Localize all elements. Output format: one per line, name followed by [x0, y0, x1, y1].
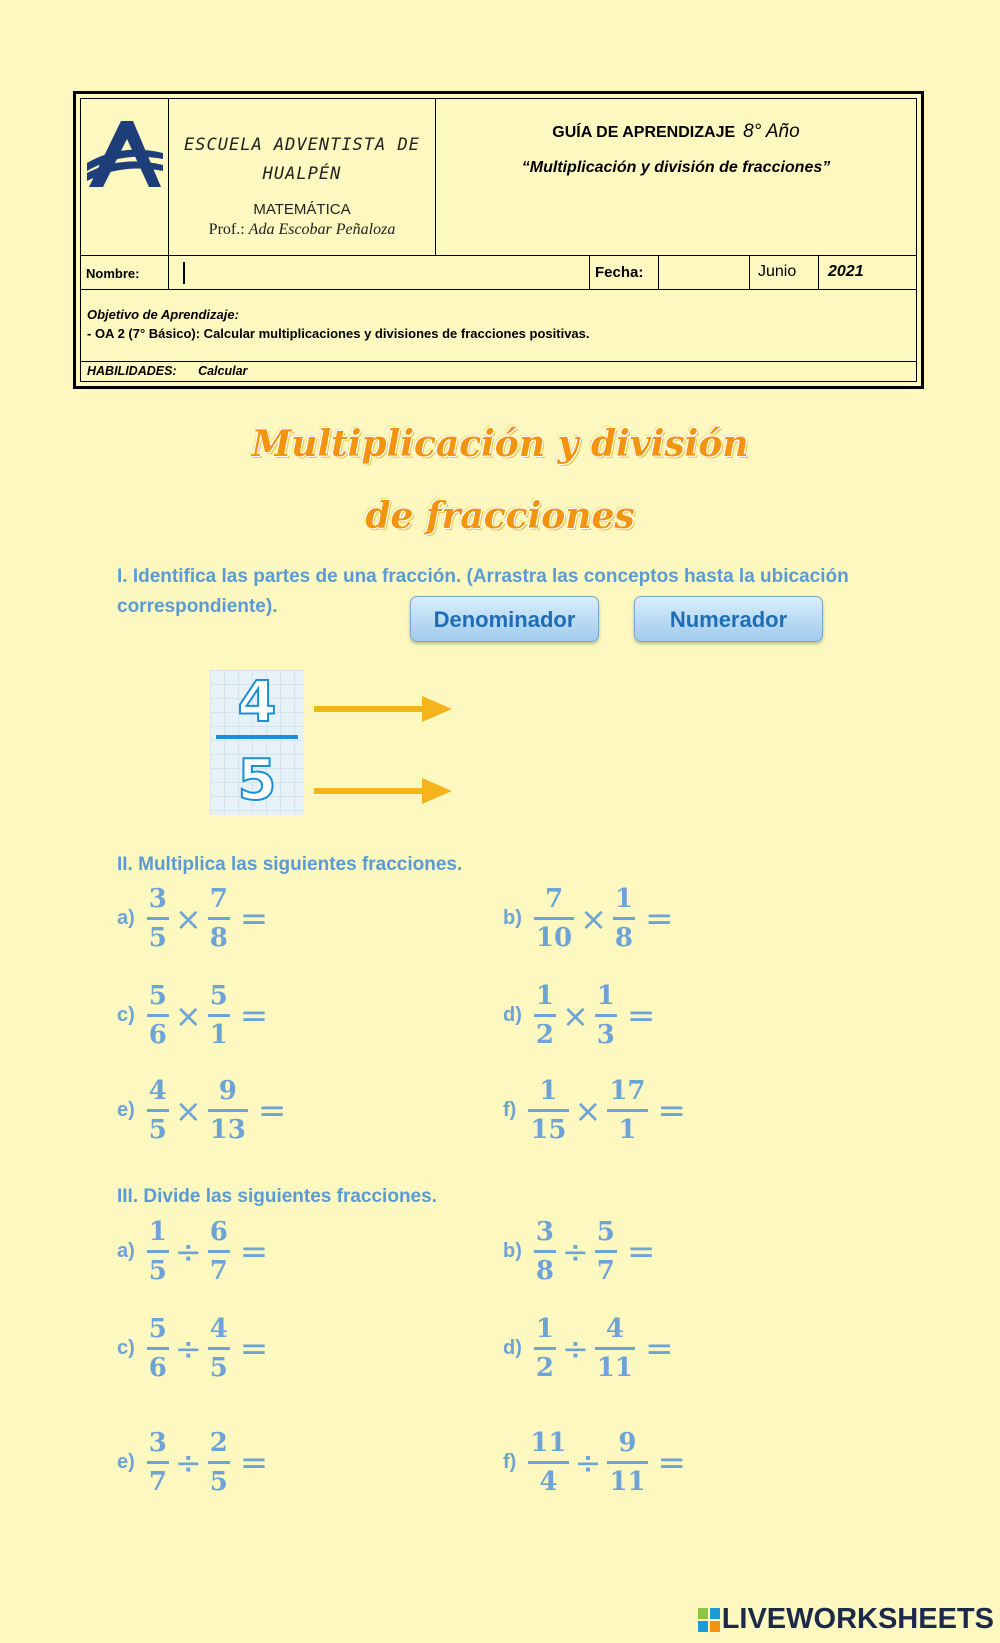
fraction: [208, 884, 230, 953]
school-logo-icon: [81, 99, 169, 256]
denominator: 7: [596, 1256, 615, 1286]
numerator: 3: [535, 1217, 554, 1247]
fraction: [607, 1428, 647, 1497]
fraction-bar: [208, 1250, 230, 1253]
denominator: 1: [209, 1020, 228, 1050]
fraction-bar: [208, 1461, 230, 1464]
mult-exercise: [503, 981, 783, 1050]
school-info: [169, 99, 436, 256]
mult-exercise: [117, 1076, 414, 1145]
exercise-label: d): [503, 1337, 522, 1359]
exercise-label: d): [503, 1004, 522, 1026]
header-table: [73, 91, 924, 389]
title-line-2: de fracciones: [365, 495, 635, 537]
mult-exercise: [503, 884, 801, 953]
section2-heading: II. Multiplica las siguientes fracciones.: [117, 854, 463, 875]
equals-sign: =: [239, 1231, 269, 1272]
denominator: 5: [209, 1353, 228, 1383]
fraction: [147, 884, 169, 953]
numerator: 1: [148, 1217, 167, 1247]
denominator: 11: [609, 1467, 646, 1497]
fraction: [534, 1217, 556, 1286]
fraction-bar: [595, 1347, 635, 1350]
fraction-bar: [147, 1109, 169, 1112]
numerator: 7: [544, 884, 564, 914]
numerator: 2: [209, 1428, 228, 1458]
fraction-bar: [528, 1109, 568, 1112]
numerator: 5: [209, 981, 228, 1011]
teacher-name: Ada Escobar Peñaloza: [248, 221, 396, 238]
guide-title-text: GUÍA DE APRENDIZAJE: [552, 124, 736, 141]
denominator: 2: [535, 1020, 554, 1050]
exercise-label: e): [117, 1451, 135, 1473]
numerator: 4: [605, 1314, 624, 1344]
operator-sign: ×: [574, 1091, 602, 1130]
exercise-label: f): [503, 1451, 517, 1473]
answer-input[interactable]: [694, 1091, 814, 1131]
fraction-bar: [613, 917, 635, 920]
numerator: 1: [596, 981, 615, 1011]
numerator: 9: [218, 1076, 237, 1106]
fraction: [147, 981, 169, 1050]
denominator: 5: [209, 1467, 228, 1497]
denominator: 11: [596, 1353, 633, 1383]
operator-sign: ×: [174, 996, 202, 1035]
liveworksheets-logo-icon: [698, 1608, 720, 1632]
fraction-bar: [534, 1250, 556, 1253]
denominator: 4: [539, 1467, 558, 1497]
fraction-image: [210, 670, 304, 815]
fraction: [147, 1076, 169, 1145]
guide-info: [436, 99, 916, 256]
answer-input[interactable]: [294, 1091, 414, 1131]
fraction: [613, 884, 635, 953]
numerator: 3: [148, 1428, 167, 1458]
fraction: [147, 1428, 169, 1497]
equals-sign: =: [239, 1328, 269, 1369]
fraction: [208, 1314, 230, 1383]
denominator: 6: [148, 1020, 167, 1050]
mult-exercise: [117, 981, 396, 1050]
fraction-bar: [208, 1347, 230, 1350]
denominator: 5: [148, 1115, 167, 1145]
fraction-bar: [147, 1014, 169, 1017]
div-exercise: [117, 1314, 396, 1383]
subject: MATEMÁTICA: [253, 201, 351, 218]
arrow-icon-numerator: [314, 694, 454, 724]
fecha-input[interactable]: [659, 256, 750, 290]
title-line-1: Multiplicación y división: [251, 423, 749, 465]
fraction: [534, 1314, 556, 1383]
exercise-label: f): [503, 1099, 517, 1121]
year: 2021: [828, 263, 864, 280]
fraction: [528, 1428, 568, 1497]
fraction-bar: [534, 917, 574, 920]
denominator: 8: [209, 923, 228, 953]
denominator: 5: [148, 1256, 167, 1286]
answer-input[interactable]: [276, 1443, 396, 1483]
fraction-bar: [208, 1109, 248, 1112]
equals-sign: =: [239, 995, 269, 1036]
div-exercise: [503, 1428, 814, 1497]
fraction-bar: [595, 1250, 617, 1253]
answer-input[interactable]: [694, 1443, 814, 1483]
numerator: 17: [609, 1076, 646, 1106]
operator-sign: ÷: [174, 1232, 202, 1271]
answer-input[interactable]: [663, 996, 783, 1036]
fraction: [534, 884, 574, 953]
objective-text: - OA 2 (7° Básico): Calcular multiplicaciones y divisiones de fracciones positivas.: [87, 326, 590, 341]
numerator: 7: [209, 884, 228, 914]
denominator: 5: [148, 923, 167, 953]
objective: [81, 290, 916, 362]
section1-heading-line2: correspondiente).: [117, 596, 278, 617]
equals-sign: =: [626, 1231, 656, 1272]
section3-heading: III. Divide las siguientes fracciones.: [117, 1186, 437, 1207]
fraction-image-bar: [216, 735, 298, 739]
fraction-bar: [534, 1347, 556, 1350]
skills-value: Calcular: [198, 364, 248, 378]
footer-brand: [698, 1603, 994, 1636]
student-row: [81, 256, 916, 290]
skills-label: HABILIDADES:: [87, 364, 177, 378]
text-cursor: [183, 262, 185, 284]
fraction-bar: [147, 1461, 169, 1464]
exercise-label: a): [117, 907, 135, 929]
equals-sign: =: [239, 1442, 269, 1483]
denominator: 7: [209, 1256, 228, 1286]
school-name: ESCUELA ADVENTISTA DE HUALPÉN: [184, 135, 420, 184]
fraction-bar: [534, 1014, 556, 1017]
exercise-label: c): [117, 1337, 135, 1359]
fraction-bar: [208, 917, 230, 920]
fraction: [534, 981, 556, 1050]
numerator: 4: [209, 1314, 228, 1344]
numerator: 4: [148, 1076, 167, 1106]
operator-sign: ÷: [561, 1329, 589, 1368]
fraction: [147, 1217, 169, 1286]
answer-input[interactable]: [276, 1329, 396, 1369]
fraction: [607, 1076, 647, 1145]
equals-sign: =: [657, 1442, 687, 1483]
numerator: 1: [539, 1076, 558, 1106]
objective-label: Objetivo de Aprendizaje:: [87, 307, 239, 322]
numerator: 9: [618, 1428, 637, 1458]
month: Junio: [750, 256, 819, 290]
denominator: 10: [535, 923, 573, 953]
div-exercise: [117, 1217, 396, 1286]
exercise-label: e): [117, 1099, 135, 1121]
fraction: [208, 1076, 248, 1145]
section1-heading-line1: I. Identifica las partes de una fracción. (Arrastra las conceptos hasta la ubicación: [117, 566, 849, 587]
exercise-label: b): [503, 907, 522, 929]
school-logo: [81, 99, 169, 256]
fraction-bar: [147, 917, 169, 920]
fraction-image-numerator: 4: [237, 670, 277, 735]
chip-denominador[interactable]: Denominador: [410, 596, 599, 642]
denominator: 8: [614, 923, 633, 953]
operator-sign: ×: [174, 899, 202, 938]
fraction: [147, 1314, 169, 1383]
numerator: 1: [535, 981, 554, 1011]
denominator: 7: [148, 1467, 167, 1497]
chip-numerador[interactable]: Numerador: [634, 596, 823, 642]
fraction: [595, 1217, 617, 1286]
denominator: 8: [535, 1256, 554, 1286]
fraction-image-denominator: 5: [237, 748, 277, 813]
operator-sign: ×: [561, 996, 589, 1035]
operator-sign: ÷: [561, 1232, 589, 1271]
operator-sign: ÷: [174, 1443, 202, 1482]
nombre-input[interactable]: [169, 256, 590, 290]
operator-sign: ×: [580, 899, 607, 938]
div-exercise: [503, 1314, 801, 1383]
answer-input[interactable]: [276, 1232, 396, 1272]
footer-brand-text: LIVEWORKSHEETS: [721, 1603, 994, 1635]
fraction-bar: [147, 1250, 169, 1253]
numerator: 5: [596, 1217, 615, 1247]
fraction: [595, 981, 617, 1050]
drop-zone-denominator[interactable]: [460, 770, 680, 814]
denominator: 13: [209, 1115, 246, 1145]
equals-sign: =: [626, 995, 656, 1036]
equals-sign: =: [239, 898, 269, 939]
numerator: 1: [535, 1314, 554, 1344]
equals-sign: =: [644, 898, 674, 939]
denominator: 6: [148, 1353, 167, 1383]
teacher: [169, 221, 435, 239]
operator-sign: ÷: [574, 1443, 602, 1482]
fraction-bar: [595, 1014, 617, 1017]
numerator: 5: [148, 1314, 167, 1344]
div-exercise: [117, 1428, 396, 1497]
fraction: [528, 1076, 568, 1145]
denominator: 1: [618, 1115, 637, 1145]
skills: [81, 362, 916, 381]
fraction-bar: [607, 1109, 647, 1112]
guide-title: [436, 121, 916, 143]
exercise-label: c): [117, 1004, 135, 1026]
equals-sign: =: [657, 1090, 687, 1131]
operator-sign: ×: [174, 1091, 202, 1130]
mult-exercise: [503, 1076, 814, 1145]
fraction-bar: [607, 1461, 647, 1464]
equals-sign: =: [644, 1328, 674, 1369]
answer-input[interactable]: [663, 1232, 783, 1272]
arrow-icon-denominator: [314, 776, 454, 806]
fraction: [595, 1314, 635, 1383]
fecha-label: Fecha:: [590, 256, 659, 290]
denominator: 15: [530, 1115, 567, 1145]
fraction: [208, 1428, 230, 1497]
answer-input[interactable]: [681, 1329, 801, 1369]
grade: 8° Año: [743, 121, 800, 142]
mult-exercise: [117, 884, 396, 953]
exercise-label: b): [503, 1240, 522, 1262]
answer-input[interactable]: [276, 899, 396, 939]
numerator: 1: [614, 884, 633, 914]
fraction-bar: [208, 1014, 230, 1017]
div-exercise: [503, 1217, 783, 1286]
exercise-label: a): [117, 1240, 135, 1262]
numerator: 11: [530, 1428, 567, 1458]
operator-sign: ÷: [174, 1329, 202, 1368]
denominator: 2: [535, 1353, 554, 1383]
numerator: 3: [148, 884, 167, 914]
denominator: 3: [596, 1020, 615, 1050]
numerator: 5: [148, 981, 167, 1011]
teacher-label: Prof.:: [208, 221, 245, 238]
fraction: [208, 981, 230, 1050]
drop-zone-numerator[interactable]: [460, 688, 680, 732]
guide-subtitle: “Multiplicación y división de fracciones”: [521, 159, 831, 176]
equals-sign: =: [257, 1090, 287, 1131]
fraction-bar: [528, 1461, 568, 1464]
answer-input[interactable]: [681, 899, 801, 939]
answer-input[interactable]: [276, 996, 396, 1036]
numerator: 6: [209, 1217, 228, 1247]
nombre-label: Nombre:: [81, 256, 169, 290]
fraction: [208, 1217, 230, 1286]
fraction-bar: [147, 1347, 169, 1350]
